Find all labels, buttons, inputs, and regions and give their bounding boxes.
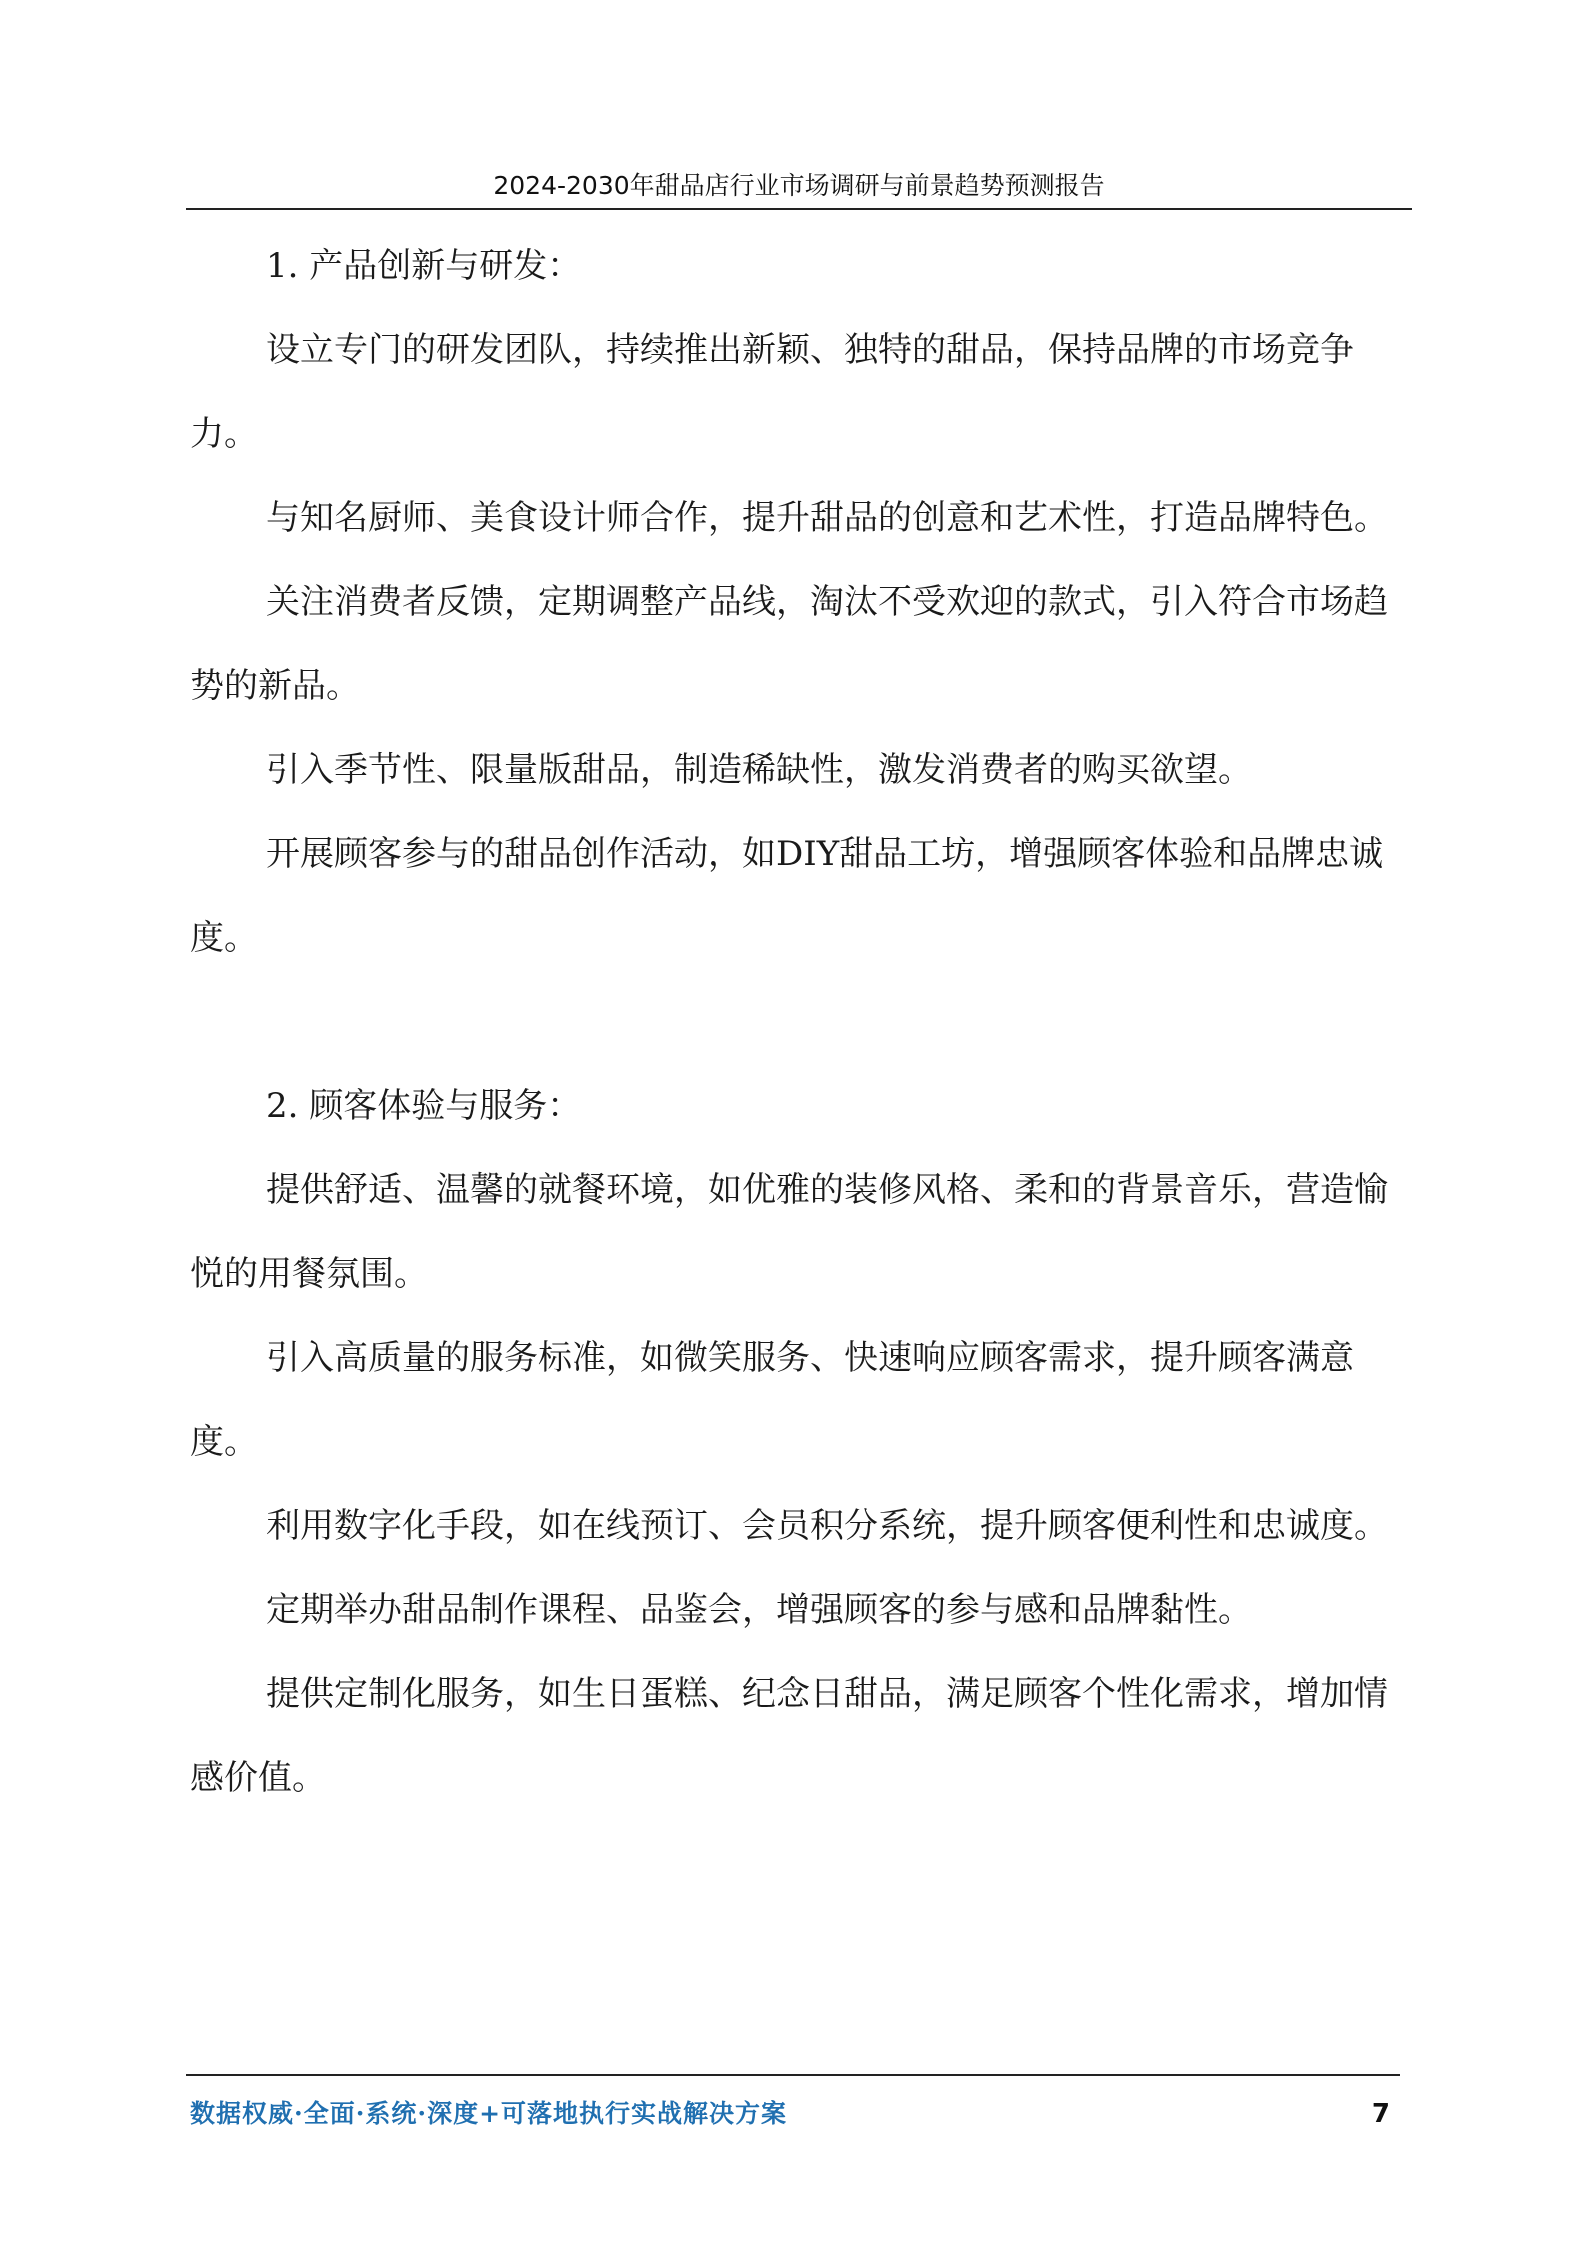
paragraph: 开展顾客参与的甜品创作活动，如DIY甜品工坊，增强顾客体验和品牌忠诚度。 [190,834,1384,958]
paragraph: 利用数字化手段，如在线预订、会员积分系统，提升顾客便利性和忠诚度。 [266,1506,1388,1546]
paragraph: 设立专门的研发团队，持续推出新颖、独特的甜品，保持品牌的市场竞争力。 [190,330,1354,454]
document-body [190,224,1400,1820]
paragraph: 引入季节性、限量版甜品，制造稀缺性，激发消费者的购买欲望。 [266,750,1252,790]
paragraph: 定期举办甜品制作课程、品鉴会，增强顾客的参与感和品牌黏性。 [266,1590,1252,1630]
paragraph: 提供定制化服务，如生日蛋糕、纪念日甜品，满足顾客个性化需求，增加情感价值。 [190,1674,1388,1798]
paragraph: 引入高质量的服务标准，如微笑服务、快速响应顾客需求，提升顾客满意度。 [190,1338,1354,1462]
section-heading-customer-experience: 2. 顾客体验与服务： [266,1086,582,1126]
section-heading-product-innovation: 1. 产品创新与研发： [266,246,582,286]
header-divider [186,208,1412,210]
paragraph: 提供舒适、温馨的就餐环境，如优雅的装修风格、柔和的背景音乐，营造愉悦的用餐氛围。 [190,1170,1388,1294]
page-header-title: 2024-2030年甜品店行业市场调研与前景趋势预测报告 [493,171,1105,200]
section-spacer [190,980,1400,1064]
paragraph: 关注消费者反馈，定期调整产品线，淘汰不受欢迎的款式，引入符合市场趋势的新品。 [190,582,1388,706]
footer-slogan: 数据权威·全面·系统·深度+可落地执行实战解决方案 [190,2099,788,2128]
paragraph: 与知名厨师、美食设计师合作，提升甜品的创意和艺术性，打造品牌特色。 [266,498,1388,538]
footer-divider [186,2074,1400,2076]
page-number: 7 [1371,2099,1390,2129]
